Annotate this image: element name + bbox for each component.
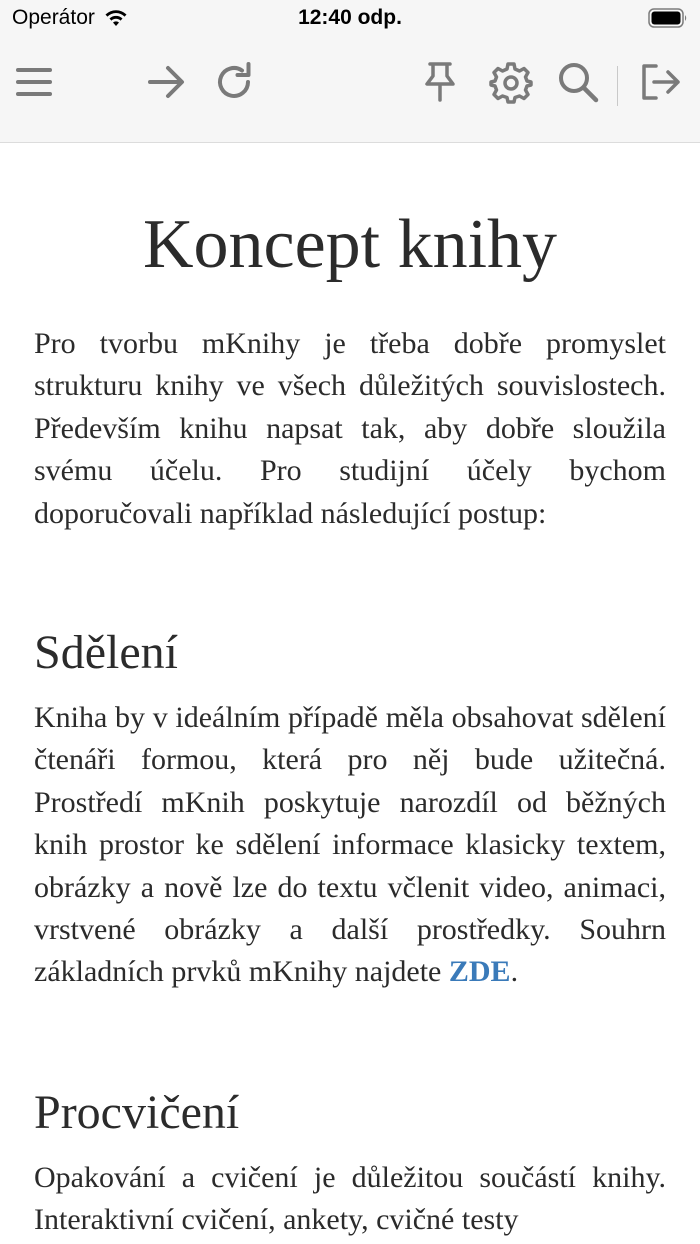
pin-button[interactable] — [418, 60, 462, 104]
reload-button[interactable] — [212, 60, 256, 104]
section-paragraph-procviceni: Opakování a cvičení je důležitou součástí knihy. Interaktivní cvičení, ankety, cvičné testy — [34, 1161, 666, 1237]
pin-icon — [420, 60, 460, 104]
settings-button[interactable] — [489, 60, 533, 104]
status-bar — [0, 0, 700, 38]
search-icon — [556, 60, 600, 104]
gear-icon — [489, 60, 533, 104]
menu-icon — [14, 65, 54, 99]
menu-button[interactable] — [12, 60, 56, 104]
section-heading-sdeleni: Sdělení — [34, 626, 178, 679]
reload-icon — [212, 60, 256, 104]
page-title: Koncept knihy — [142, 206, 558, 283]
zde-link[interactable]: ZDE — [448, 955, 511, 989]
battery-icon — [648, 8, 688, 33]
logout-icon — [638, 62, 682, 102]
section-paragraph-sdeleni — [34, 697, 666, 994]
page-content — [0, 143, 700, 1244]
paragraph-text: Kniha by v ideálním případě měla obsahovat sdělení čtenáři formou, která pro něj bude užitečná. Prostředí mKnih poskytuje narozdíl od běžných knih prostor ke sdělení informace klasicky textem, obrázky a nově lze do textu včlenit video, animaci, vrstvené obrázky a další prostředky. Souhrn základních prvků mKnihy najdete — [34, 701, 666, 989]
forward-button[interactable] — [144, 60, 188, 104]
carrier-name: Operátor — [12, 6, 95, 29]
forward-arrow-icon — [146, 62, 186, 102]
toolbar — [0, 38, 700, 143]
intro-paragraph: Pro tvorbu mKnihy je třeba dobře promyslet strukturu knihy ve všech důležitých souvislostech. Především knihu napsat tak, aby dobře sloužila svému účelu. Pro studijní účely bychom doporučovali například následující postup: — [34, 327, 666, 530]
section-heading-procviceni: Procvičení — [34, 1086, 240, 1139]
paragraph-end: . — [510, 955, 519, 989]
search-button[interactable] — [556, 60, 600, 104]
toolbar-separator — [617, 66, 618, 106]
clock: 12:40 odp. — [298, 6, 402, 29]
logout-button[interactable] — [638, 60, 682, 104]
